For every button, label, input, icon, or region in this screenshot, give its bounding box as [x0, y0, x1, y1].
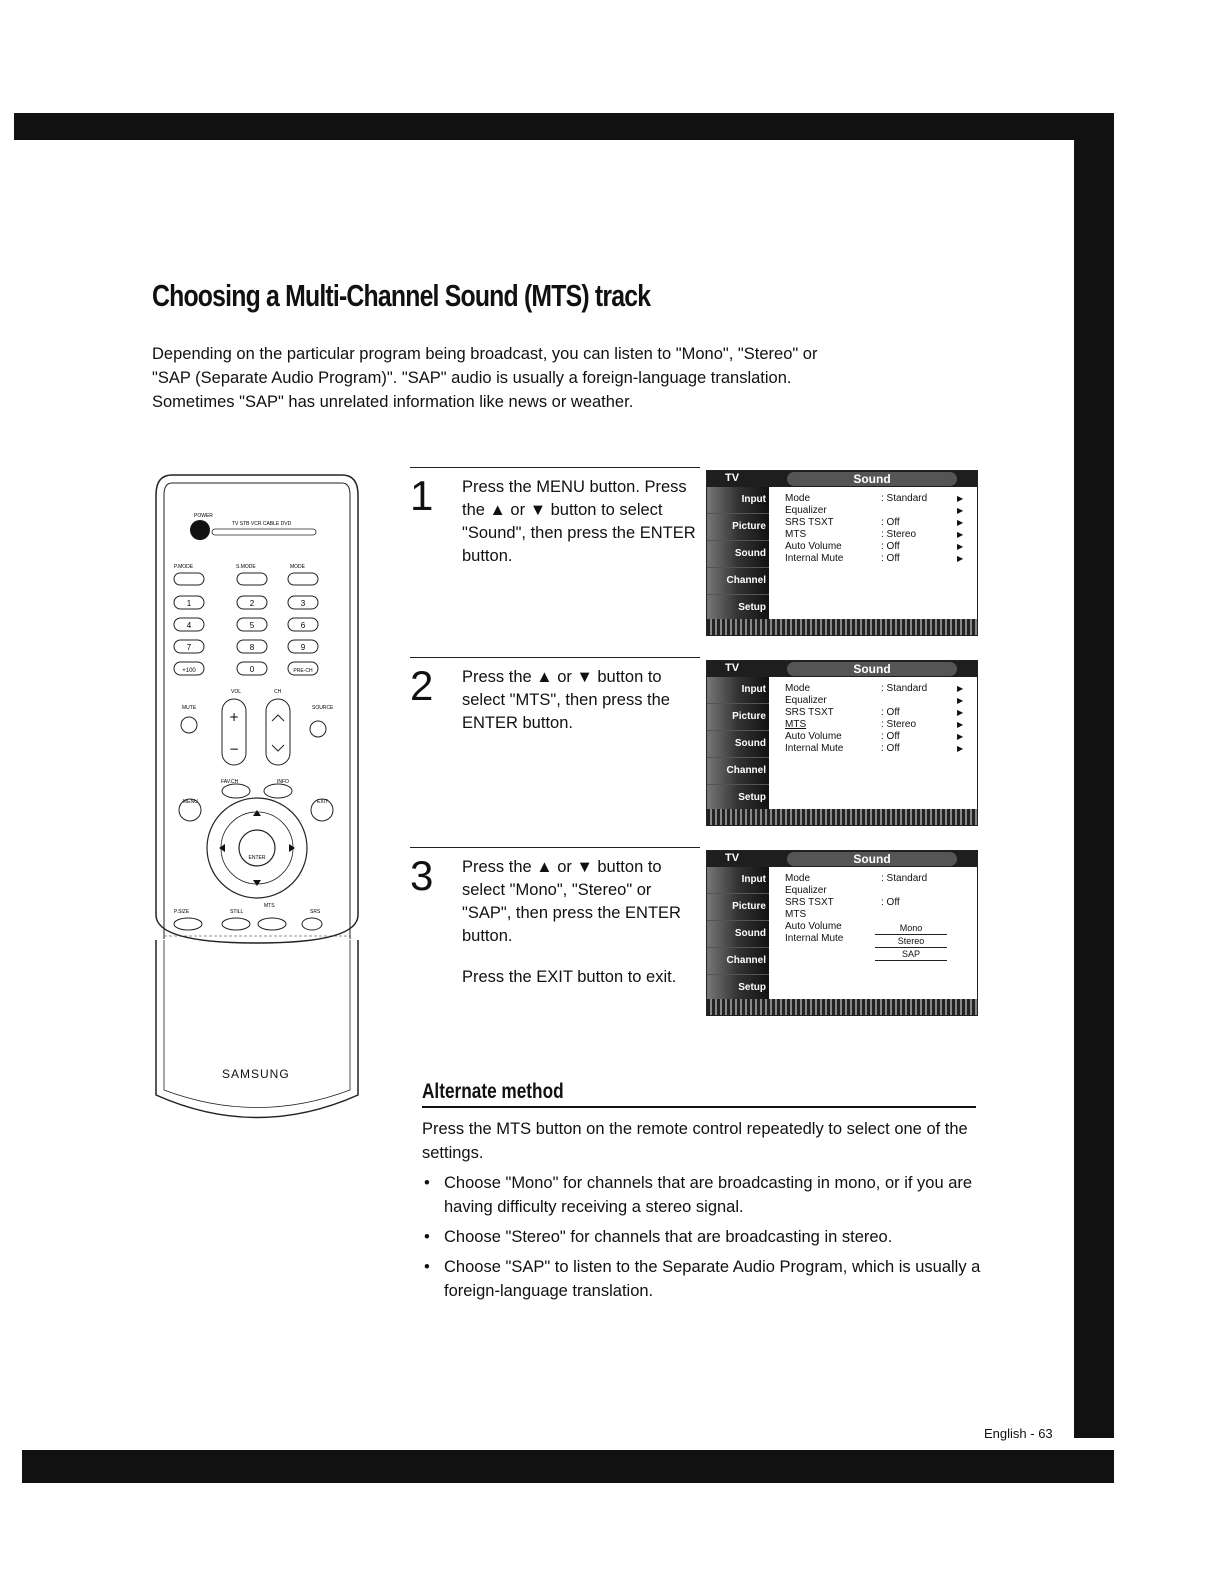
digit-plus100: +100 — [182, 668, 196, 674]
up-arrow-icon — [253, 810, 261, 816]
digit-7: 7 — [186, 643, 192, 652]
exit-label: EXIT — [317, 799, 329, 805]
digit-1: 1 — [186, 599, 192, 608]
sound-menu-title: Sound — [787, 472, 957, 486]
arrow-right-icon: ▶ — [957, 708, 964, 717]
intro-line: "SAP (Separate Audio Program)". "SAP" audio is usually a foreign-language translation. — [152, 369, 792, 387]
tv-tab-label: TV — [725, 662, 740, 674]
menu-row: Internal Mute — [785, 933, 844, 944]
mts-button — [258, 918, 286, 930]
intro-line: Sometimes "SAP" has unrelated information like news or weather. — [152, 393, 634, 411]
menu-row: SRS TSXT : Off ▶ — [785, 707, 964, 718]
digit-6: 6 — [300, 621, 306, 630]
alternate-method-heading: Alternate method — [422, 1080, 564, 1103]
top-rule — [14, 113, 1114, 140]
srs-label: SRS — [310, 909, 321, 915]
mts-options-list — [875, 922, 947, 961]
tv-side-menu — [707, 677, 769, 809]
list-item: • Choose "Stereo" for channels that are broadcasting in stereo. — [422, 1225, 982, 1249]
still-label: STILL — [230, 909, 244, 915]
tv-footer-bar — [707, 999, 977, 1015]
step-2 — [410, 657, 700, 808]
alternate-bullets — [422, 1171, 982, 1303]
sound-menu-rows — [785, 683, 973, 755]
intro-line: Depending on the particular program being broadcast, you can listen to "Mono", "Stereo" or — [152, 345, 818, 363]
down-arrow-icon — [253, 880, 261, 886]
menu-row: Mode : Standard — [785, 873, 928, 884]
arrow-right-icon: ▶ — [957, 506, 964, 515]
menu-row: Mode : Standard ▶ — [785, 683, 964, 694]
arrow-right-icon: ▶ — [957, 696, 964, 705]
intro-text — [152, 342, 972, 414]
step-number: 2 — [410, 662, 434, 709]
tv-menu-screen-1 — [706, 470, 978, 636]
mts-label: MTS — [264, 903, 275, 909]
side-item-setup: Setup — [707, 595, 769, 622]
menu-label: MENU — [183, 799, 198, 805]
alternate-method-body — [422, 1117, 982, 1309]
info-label: INFO — [277, 779, 289, 785]
psize-label: P.SIZE — [174, 909, 190, 915]
right-arrow-icon — [289, 844, 295, 852]
digit-3: 3 — [300, 599, 306, 608]
step-text — [462, 856, 698, 1007]
digit-5: 5 — [249, 621, 255, 630]
side-item-sound: Sound — [707, 731, 769, 758]
side-item-channel: Channel — [707, 568, 769, 595]
power-label: POWER — [194, 513, 213, 519]
vol-label: VOL — [231, 689, 242, 695]
sound-menu-title: Sound — [787, 662, 957, 676]
tv-footer-bar — [707, 809, 977, 825]
list-item: • Choose "Mono" for channels that are broadcasting in mono, or if you are having difficulty receiving a stereo signal. — [422, 1171, 982, 1219]
mode-labels: TV STB VCR CABLE DVD — [232, 521, 292, 527]
side-item-picture: Picture — [707, 514, 769, 541]
arrow-right-icon: ▶ — [957, 744, 964, 753]
tv-tab-label: TV — [725, 472, 740, 484]
brand-logo: SAMSUNG — [222, 1067, 290, 1081]
digit-8: 8 — [249, 643, 255, 652]
smode-label: S.MODE — [236, 564, 256, 570]
list-item: • Choose "SAP" to listen to the Separate Audio Program, which is usually a foreign-language translation. — [422, 1255, 982, 1303]
step-text — [462, 476, 698, 586]
heading-rule — [422, 1106, 976, 1108]
page-number: English - 63 — [984, 1426, 1053, 1441]
channel-rocker — [266, 699, 290, 765]
menu-row: SRS TSXT : Off ▶ — [785, 517, 964, 528]
tv-side-menu — [707, 487, 769, 619]
sound-menu-title: Sound — [787, 852, 957, 866]
menu-row: Mode : Standard ▶ — [785, 493, 964, 504]
menu-row: Auto Volume : Off ▶ — [785, 541, 964, 552]
source-button — [310, 721, 326, 737]
step-number: 3 — [410, 852, 434, 899]
side-item-input: Input — [707, 867, 769, 894]
menu-row: MTS — [785, 909, 807, 920]
side-item-picture: Picture — [707, 894, 769, 921]
bottom-rule — [22, 1450, 1114, 1483]
side-item-channel: Channel — [707, 948, 769, 975]
step-text — [462, 666, 698, 753]
side-item-sound: Sound — [707, 541, 769, 568]
mode-label: MODE — [290, 564, 305, 570]
step-paragraph: Press the ▲ or ▼ button to select "MTS", then press the ENTER button. — [462, 668, 670, 732]
menu-row-selected: MTS : Stereo ▶ — [785, 719, 964, 730]
sound-menu-rows — [785, 493, 973, 565]
menu-row: Internal Mute : Off ▶ — [785, 553, 964, 564]
tv-menu-screen-2 — [706, 660, 978, 826]
step-number: 1 — [410, 472, 434, 519]
side-item-channel: Channel — [707, 758, 769, 785]
tv-footer-bar — [707, 619, 977, 635]
digit-9: 9 — [300, 643, 306, 652]
digit-0: 0 — [249, 665, 255, 674]
svg-text:−: − — [228, 742, 240, 756]
menu-row: Auto Volume — [785, 921, 842, 932]
step-paragraph: Press the MENU button. Press the ▲ or ▼ button to select "Sound", then press the ENTER button. — [462, 478, 696, 565]
tv-side-menu — [707, 867, 769, 999]
arrow-right-icon: ▶ — [957, 542, 964, 551]
svg-text:+: + — [228, 710, 240, 724]
pre-ch-label: PRE-CH — [293, 668, 313, 674]
menu-row: Equalizer ▶ — [785, 505, 964, 516]
menu-row: MTS : Stereo ▶ — [785, 529, 964, 540]
fav-ch-label: FAV.CH — [221, 779, 239, 785]
arrow-right-icon: ▶ — [957, 530, 964, 539]
arrow-right-icon: ▶ — [957, 720, 964, 729]
menu-row: Equalizer — [785, 885, 827, 896]
arrow-right-icon: ▶ — [957, 518, 964, 527]
page-title: Choosing a Multi-Channel Sound (MTS) track — [152, 278, 651, 313]
menu-row: Equalizer ▶ — [785, 695, 964, 706]
step-paragraph: Press the ▲ or ▼ button to select "Mono", "Stereo" or "SAP", then press the ENTER button. — [462, 858, 681, 945]
digit-2: 2 — [249, 599, 255, 608]
menu-row: Auto Volume : Off ▶ — [785, 731, 964, 742]
right-rule — [1074, 113, 1114, 1438]
arrow-right-icon: ▶ — [957, 554, 964, 563]
mts-option-sap: SAP — [875, 948, 947, 961]
menu-row: Internal Mute : Off ▶ — [785, 743, 964, 754]
arrow-right-icon: ▶ — [957, 684, 964, 693]
remote-control-illustration — [154, 473, 360, 945]
pmode-label: P.MODE — [174, 564, 194, 570]
mts-option-stereo: Stereo — [875, 935, 947, 948]
remote-lower-body — [154, 940, 360, 1140]
side-item-picture: Picture — [707, 704, 769, 731]
tv-tab-label: TV — [725, 852, 740, 864]
step-paragraph: Press the EXIT button to exit. — [462, 968, 677, 986]
tv-menu-screen-3 — [706, 850, 978, 1016]
mute-label: MUTE — [182, 705, 197, 711]
power-button — [190, 520, 210, 540]
side-item-input: Input — [707, 487, 769, 514]
enter-label: ENTER — [248, 855, 266, 861]
mts-option-mono: Mono — [875, 922, 947, 935]
step-1 — [410, 467, 700, 618]
side-item-setup: Setup — [707, 785, 769, 812]
arrow-right-icon: ▶ — [957, 732, 964, 741]
arrow-right-icon: ▶ — [957, 494, 964, 503]
menu-row: SRS TSXT : Off — [785, 897, 900, 908]
alternate-lead: Press the MTS button on the remote control repeatedly to select one of the settings. — [422, 1120, 968, 1162]
digit-4: 4 — [186, 621, 192, 630]
mute-icon — [181, 717, 197, 733]
side-item-setup: Setup — [707, 975, 769, 1002]
ch-label: CH — [274, 689, 282, 695]
side-item-input: Input — [707, 677, 769, 704]
side-item-sound: Sound — [707, 921, 769, 948]
left-arrow-icon — [219, 844, 225, 852]
source-label: SOURCE — [312, 705, 334, 711]
step-3 — [410, 847, 700, 1018]
